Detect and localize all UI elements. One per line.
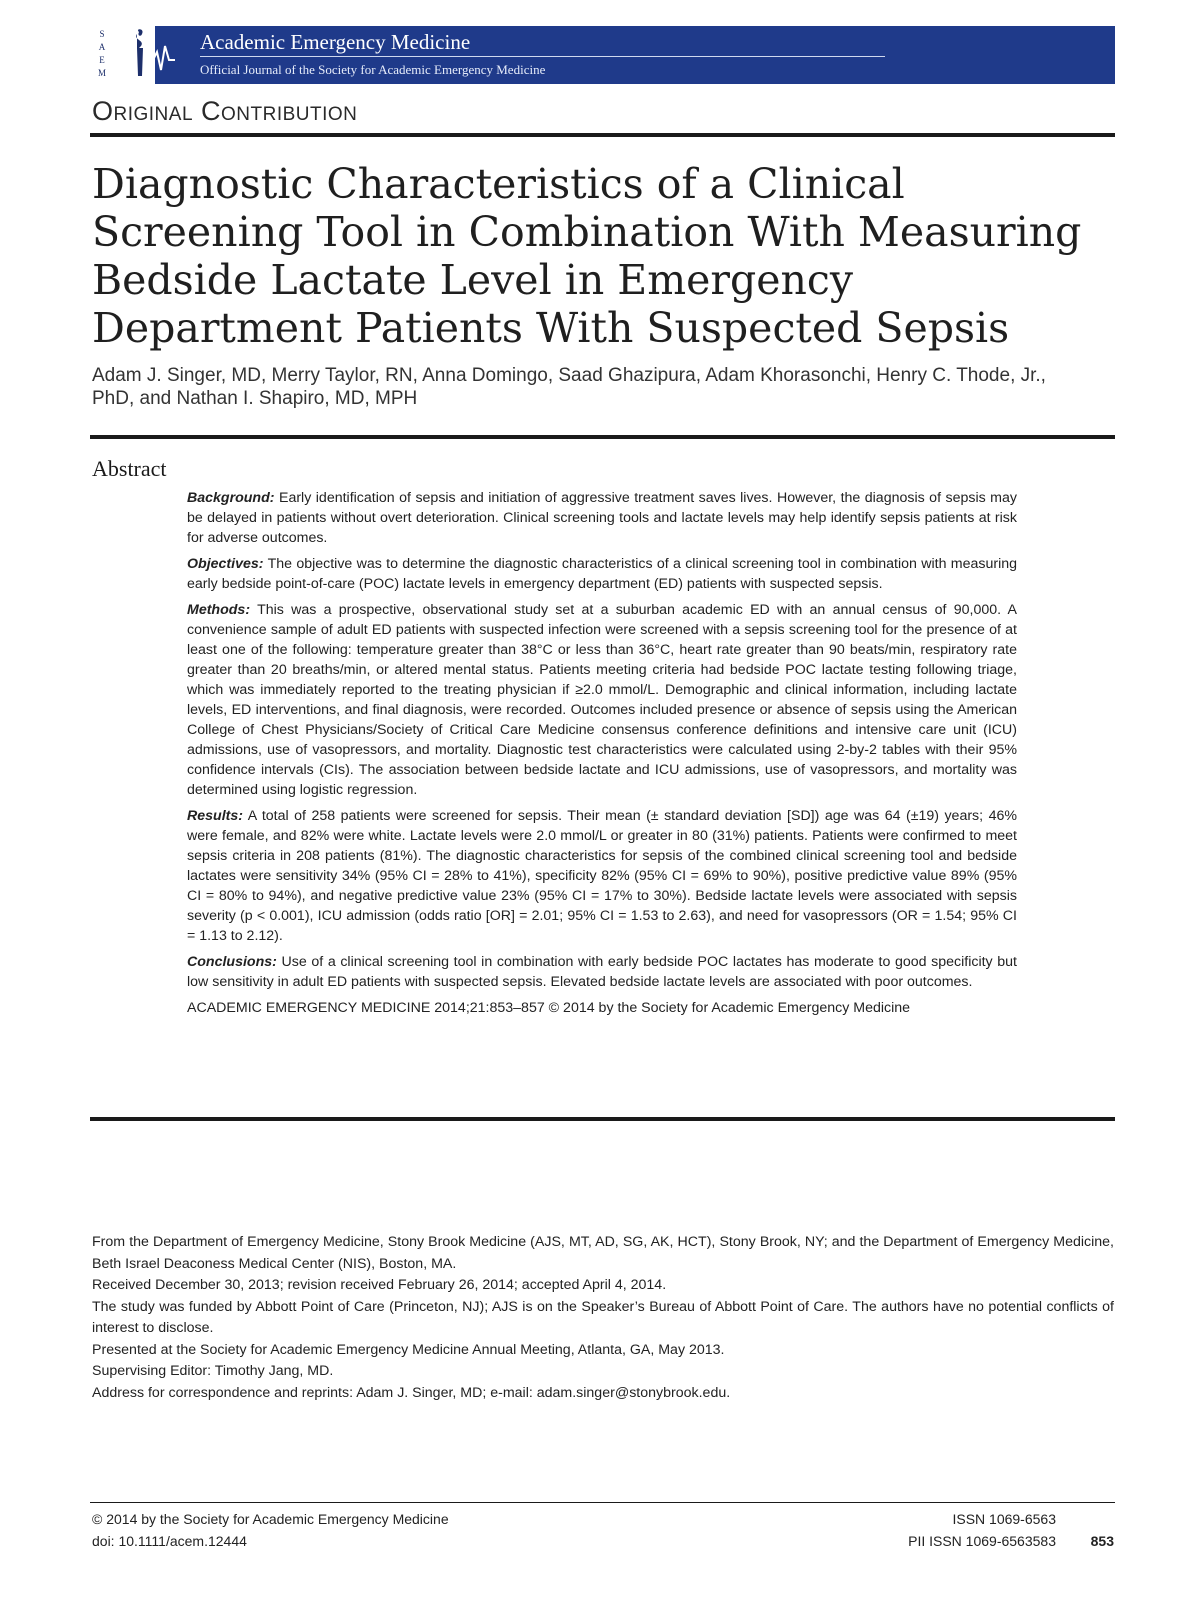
journal-banner [90,26,1115,84]
abstract-heading: Abstract [92,456,167,481]
saem-logo-letters [95,28,109,80]
abstract-methods [187,600,1017,800]
pii-text: PII ISSN 1069-6563583 [908,1533,1056,1549]
journal-name: Academic Emergency Medicine [200,30,471,54]
results-label: Results: [187,808,243,824]
conclusions-text: Use of a clinical screening tool in combination with early bedside POC lactates has moderate to good specificity but low sensitivity in adult ED patients with suspected sepsis. Elevated bedside lactate levels are associated with poor outcomes. [187,954,1017,990]
section-divider [90,133,1115,137]
conclusions-label: Conclusions: [187,954,277,970]
methods-text: This was a prospective, observational study set at a suburban academic ED with an annual census of 90,000. A convenience sample of adult ED patients with suspected infection were screened with a sepsis screening tool for the presence of at least one of the following: temperature greater than 38°C or less than 36°C, heart rate greater than 90 beats/min, respiratory rate greater than 20 breaths/min, or altered mental status. Patients meeting criteria had bedside POC lactate testing following triage, which was immediately reported to the treating physician if ≥2.0 mmol/L. Demographic and clinical information, including lactate levels, ED interventions, and final diagnosis, were recorded. Outcomes included presence or absence of sepsis using the American College of Chest Physicians/Society of Critical Care Medicine consensus conference definitions and intensive care unit (ICU) admissions, use of vasopressors, and mortality. Diagnostic test characteristics were calculated using 2-by-2 tables with their 95% confidence intervals (CIs). The association between bedside lactate and ICU admissions, use of vasopressors, and mortality was determined using logistic regression. [187,602,1017,798]
saem-letter-a: A [98,42,106,52]
correspondence-note [92,1383,1114,1405]
objectives-text: The objective was to determine the diagnostic characteristics of a clinical screening tool in combination with measuring early bedside point-of-care (POC) lactate levels in emergency department (ED) patients with suspected sepsis. [187,556,1018,592]
objectives-label: Objectives: [187,556,264,572]
author-list: Adam J. Singer, MD, Merry Taylor, RN, Anna Domingo, Saad Ghazipura, Adam Khorasonchi, Henry C. Thode, Jr., PhD, and Nathan I. Shapiro, MD, MPH [92,365,1046,409]
torch-logo-icon [115,26,175,84]
saem-letter-m: M [97,68,106,78]
background-text: Early identification of sepsis and initiation of aggressive treatment saves lives. However, the diagnosis of sepsis may be delayed in patients without overt deterioration. Clinical screening tools and lactate levels may help identify sepsis patients at risk for adverse outcomes. [187,490,1017,546]
pii-line [908,1530,1114,1552]
footer-divider [90,1502,1115,1503]
saem-letter-s: S [99,29,105,39]
doi-link[interactable]: doi: 10.1111/acem.12444 [92,1533,247,1549]
affiliation-note: From the Department of Emergency Medicine, Stony Brook Medicine (AJS, MT, AD, SG, AK, HCT), Stony Brook, NY; and the Department of Emergency Medicine, Beth Israel Deaconess Medical Center (NIS), Boston, MA. [92,1234,1114,1272]
copyright-text: © 2014 by the Society for Academic Emergency Medicine [92,1511,449,1527]
background-label: Background: [187,490,275,506]
article-title: Diagnostic Characteristics of a Clinical Screening Tool in Combination With Measuring Bedside Lactate Level in Emergency Department Patients With Suspected Sepsis [92,160,1082,352]
issn-text: ISSN 1069-6563 [952,1511,1056,1527]
abstract-conclusions [187,952,1017,992]
abstract-bottom-divider [90,1117,1115,1121]
correspondence-text: Address for correspondence and reprints: Adam J. Singer, MD; e-mail: adam.singer@stonybrook.edu. [92,1384,731,1401]
abstract-objectives [187,554,1017,594]
footer-right [908,1508,1114,1552]
footer-left [92,1508,449,1552]
abstract-body [187,488,1017,1024]
results-text: A total of 258 patients were screened for sepsis. Their mean (± standard deviation [SD]) age was 64 (±19) years; 46% were female, and 82% were white. Lactate levels were 2.0 mmol/L or greater in 80 (31%) patients. Patients were confirmed to meet sepsis criteria in 208 patients (81%). The diagnostic characteristics for sepsis of the combined clinical screening tool and bedside lactates were sensitivity 34% (95% CI = 28% to 41%), specificity 82% (95% CI = 69% to 90%), positive predictive value 89% (95% CI = 80% to 94%), and negative predictive value 23% (95% CI = 17% to 30%). Bedside lactate levels were associated with sepsis severity (p < 0.001), ICU admission (odds ratio [OR] = 2.01; 95% CI = 1.53 to 2.63), and need for vasopressors (OR = 1.54; 95% CI = 1.13 to 2.12). [187,808,1017,944]
received-note: Received December 30, 2013; revision received February 26, 2014; accepted April 4, 2014. [92,1277,667,1293]
funding-note: The study was funded by Abbott Point of Care (Princeton, NJ); AJS is on the Speaker’s Bureau of Abbott Point of Care. The authors have no potential conflicts of interest to disclose. [92,1298,1114,1336]
page-number: 853 [1090,1533,1114,1549]
abstract-background [187,488,1017,548]
journal-citation: ACADEMIC EMERGENCY MEDICINE 2014;21:853–857 © 2014 by the Society for Academic Emergency Medicine [187,1000,911,1016]
banner-divider [200,56,885,57]
saem-letter-e: E [99,55,105,65]
abstract-results [187,806,1017,946]
section-label: Original Contribution [92,96,358,126]
article-footnotes [92,1232,1114,1404]
editor-note: Supervising Editor: Timothy Jang, MD. [92,1363,334,1379]
journal-subtitle: Official Journal of the Society for Academic Emergency Medicine [200,62,546,77]
methods-label: Methods: [187,602,251,618]
presented-note: Presented at the Society for Academic Emergency Medicine Annual Meeting, Atlanta, GA, May 2013. [92,1341,725,1358]
abstract-top-divider [90,435,1115,439]
